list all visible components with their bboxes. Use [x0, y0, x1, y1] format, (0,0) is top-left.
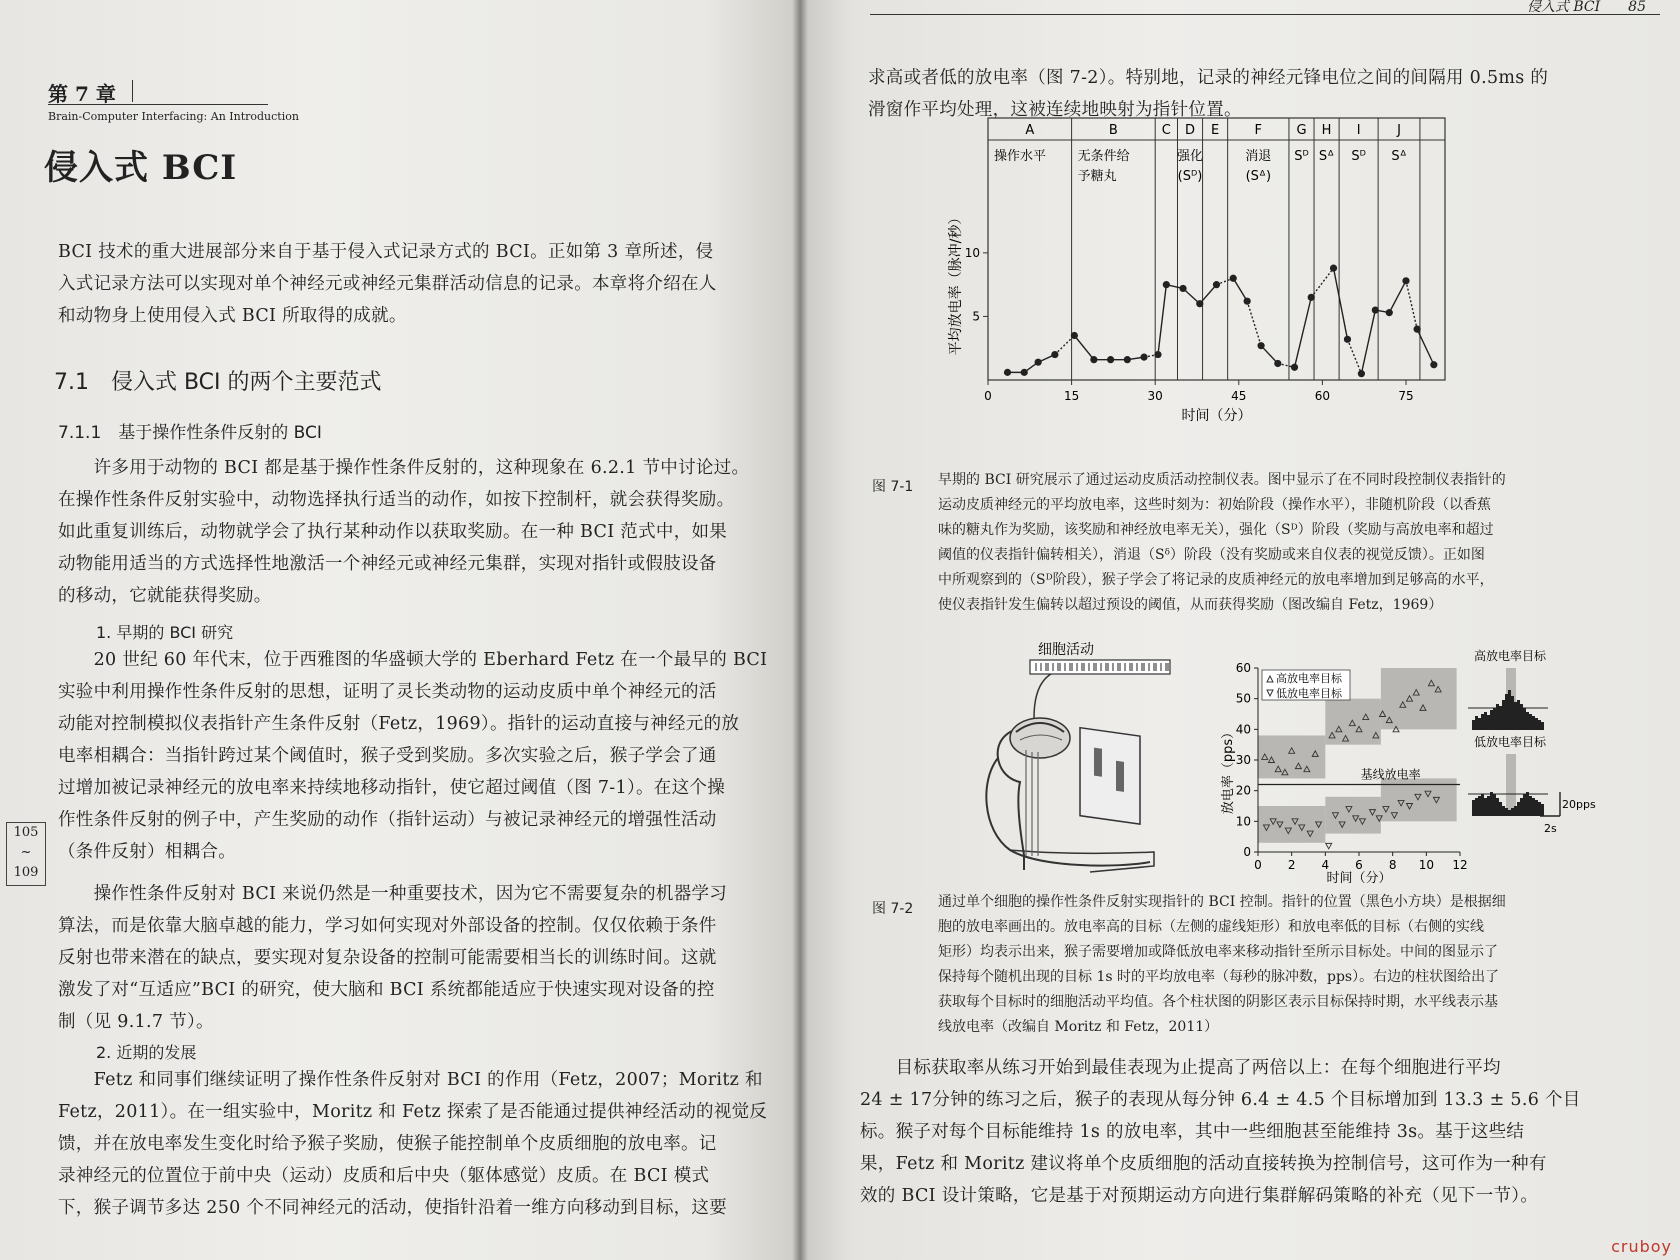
x-axis-label: 时间（分） [1181, 408, 1252, 424]
series-segment [1295, 297, 1312, 367]
data-point [1021, 369, 1028, 376]
data-point [1330, 265, 1337, 272]
legend-low-label: 低放电率目标 [1276, 687, 1342, 700]
x-tick-label: 0 [1254, 858, 1262, 872]
phase-letter: E [1210, 123, 1220, 138]
legend [1262, 670, 1350, 700]
plot-frame [988, 118, 1445, 380]
caption-line: 运动皮质神经元的平均放电率，这些时刻为：初始阶段（操作水平），非随机阶段（以香蕉 [938, 497, 1491, 513]
phase-label: Sᐞ [1318, 149, 1335, 164]
monkey-illustration [986, 666, 1154, 872]
data-point [1274, 360, 1281, 367]
x-tick-label: 2 [1287, 858, 1296, 872]
phase-label: Sᐞ [1391, 149, 1407, 164]
y-tick-label: 0 [1243, 845, 1251, 859]
phase-letter: B [1108, 123, 1118, 138]
x-tick-label: 10 [1418, 858, 1434, 872]
data-point [1402, 277, 1409, 284]
text-line: Fetz，2011）。在一组实验中，Moritz 和 Fetz 探索了是否能通过提供神经活动的视觉反 [58, 1102, 768, 1122]
data-point [1358, 370, 1365, 377]
text-line: 实验中利用操作性条件反射的思想，证明了灵长类动物的运动皮质中单个神经元的活 [58, 682, 717, 702]
phase-label: (Sᐞ) [1245, 169, 1272, 184]
book-gutter [792, 0, 808, 1260]
legend-high-label: 高放电率目标 [1276, 672, 1342, 685]
data-point [1344, 336, 1351, 343]
page-range-end: 109 [13, 865, 39, 880]
data-point [1140, 354, 1147, 361]
phase-label: 予糖丸 [1077, 169, 1117, 184]
data-point [1004, 369, 1011, 376]
text-line: 在操作性条件反射实验中，动物选择执行适当的动作，如按下控制杆，就会获得奖励。 [58, 490, 735, 510]
series-segment [1261, 346, 1278, 364]
text-line: 动物能用适当的方式选择性地激活一个神经元或神经元集群，实现对指针或假肢设备 [58, 554, 717, 574]
hist-high-title: 高放电率目标 [1473, 649, 1547, 663]
x-tick-label: 6 [1355, 858, 1363, 872]
right-page [800, 0, 1680, 1260]
series-segment [1158, 285, 1166, 355]
y-tick-label: 20 [1235, 783, 1251, 798]
y-tick-label: 30 [1235, 753, 1251, 767]
phase-letter: C [1161, 123, 1171, 138]
y-tick-label: 5 [972, 309, 980, 324]
series-segment [1311, 268, 1333, 297]
text-line: 馈，并在放电率发生变化时给予猴子奖励，使猴子能控制单个皮质细胞的放电率。记 [58, 1134, 717, 1154]
chapter-label: 第 7 章 [48, 82, 116, 106]
data-point [1230, 275, 1237, 282]
y-tick-label: 60 [1235, 661, 1251, 675]
data-point [1430, 361, 1437, 368]
data-point [1124, 356, 1131, 363]
figure-7-2 [940, 640, 1596, 890]
phase-label: 无条件给 [1077, 149, 1130, 164]
data-point [1051, 351, 1058, 358]
series-segment [1233, 278, 1247, 301]
text-line: 效的 BCI 设计策略，它是基于对预期运动方向进行集群解码策略的补充（见下一节）。 [860, 1186, 1539, 1206]
y-axis-label: 平均放电率（脉冲/秒） [948, 210, 964, 356]
data-point [1163, 281, 1170, 288]
y-tick-label: 40 [1235, 722, 1251, 737]
text-line: 操作性条件反射对 BCI 来说仍然是一种重要技术，因为它不需要复杂的机器学习 [58, 884, 728, 904]
running-head [870, 0, 1660, 15]
data-point [1257, 342, 1264, 349]
series-segment [1247, 301, 1261, 346]
data-point [1071, 332, 1078, 339]
x-axis-label: 时间（分） [1326, 871, 1392, 886]
series-segment [1406, 281, 1417, 329]
phase-label: 强化 [1177, 149, 1204, 164]
sub2-title: 2. 近期的发展 [96, 1043, 197, 1062]
phase-letter: A [1025, 123, 1035, 138]
y-tick-label: 10 [964, 245, 980, 260]
phase-letter: H [1321, 123, 1332, 138]
text-line: 电率相耦合：当指针跨过某个阈值时，猴子受到奖励。多次实验之后，猴子学会了通 [58, 746, 717, 766]
x-tick-label: 15 [1063, 389, 1080, 403]
text-line: 标。猴子对每个目标能维持 1s 的放电率，其中一些细胞甚至能维持 3s。基于这些结 [860, 1122, 1525, 1142]
top-paragraph [868, 62, 1658, 126]
data-point [1179, 285, 1186, 292]
x-tick-label: 30 [1147, 389, 1163, 403]
x-tick-label: 0 [984, 389, 992, 403]
text-line: Fetz 和同事们继续证明了操作性条件反射对 BCI 的作用（Fetz，2007；Moritz 和 [58, 1070, 763, 1090]
chapter-rule [48, 104, 268, 105]
text-line: 求高或者低的放电率（图 7-2）。特别地，记录的神经元锋电位之间的间隔用 0.5ms 的 [868, 68, 1549, 88]
scale-s-label: 2s [1544, 822, 1557, 835]
series-segment [1347, 339, 1361, 373]
text-line: 入式记录方法可以实现对单个神经元或神经元集群活动信息的记录。本章将介绍在人 [58, 274, 717, 294]
data-point [1035, 359, 1042, 366]
text-line: 动能对控制模拟仪表指针产生条件反射（Fetz，1969）。指针的运动直接与神经元的放 [58, 714, 740, 734]
scale-pps-label: 20pps [1562, 798, 1596, 811]
phase-label: (Sᴰ) [1177, 169, 1203, 184]
data-point [1154, 351, 1161, 358]
phase-letter: D [1185, 123, 1196, 138]
x-tick-label: 75 [1398, 389, 1414, 403]
data-point [1291, 364, 1298, 371]
phase-letter: I [1356, 123, 1361, 138]
hist-low-title: 低放电率目标 [1473, 735, 1547, 749]
caption-line: 味的糖丸作为奖励，该奖励和神经放电率无关），强化（Sᴰ）阶段（奖励与高放电率和超过 [938, 522, 1494, 538]
text-line: 反射也带来潜在的缺点，要实现对复杂设备的控制可能需要相当长的训练时间。这就 [58, 948, 717, 968]
paragraph-3 [58, 878, 778, 1038]
figure-7-1-label: 图 7-1 [872, 479, 914, 495]
text-line: 过增加被记录神经元的放电率来持续地移动指针，使它超过阈值（图 7-1）。在这个操 [58, 778, 725, 798]
text-line: 算法，而是依靠大脑卓越的能力，学习如何实现对外部设备的控制。仅仅依赖于条件 [58, 916, 717, 936]
caption-line: 矩形）均表示出来，猴子需要增加或降低放电率来移动指针至所示目标处。中间的图显示了 [938, 944, 1498, 960]
caption-line: 使仪表指针发生偏转以超过预设的阈值，从而获得奖励（图改编自 Fetz，1969） [938, 597, 1443, 613]
caption-line: 线放电率（改编自 Moritz 和 Fetz，2011） [938, 1019, 1219, 1035]
phase-label: 消退 [1245, 149, 1272, 164]
x-tick-label: 60 [1314, 389, 1331, 403]
hist-high-bars [1472, 690, 1544, 730]
caption-line: 早期的 BCI 研究展示了通过运动皮质活动控制仪表。图中显示了在不同时段控制仪表指针的 [938, 472, 1506, 488]
x-tick-label: 4 [1321, 858, 1330, 872]
series-segment [1389, 281, 1406, 313]
paragraph-1 [58, 452, 778, 612]
text-line: 20 世纪 60 年代末，位于西雅图的华盛顿大学的 Eberhard Fetz 在一个最早的 BCI [58, 650, 768, 670]
phase-letter: G [1296, 123, 1307, 138]
figure-7-1 [930, 118, 1450, 463]
text-line: （条件反射）相耦合。 [58, 842, 236, 862]
text-line: 24 ± 17分钟的练习之后，猴子的表现从每分钟 6.4 ± 4.5 个目标增加到 13.3 ± 5.6 个目 [860, 1090, 1581, 1110]
left-page [0, 0, 800, 1260]
data-point [1414, 326, 1421, 333]
running-head-text: 侵入式 BCI 85 [1526, 0, 1646, 15]
series-segment [1361, 310, 1375, 374]
data-point [1308, 294, 1315, 301]
caption-line: 保持每个随机出现的目标 1s 时的平均放电率（每秒的脉冲数，pps）。右边的柱状图给出了 [938, 969, 1500, 985]
intro-paragraph [58, 236, 758, 332]
target-band [1381, 668, 1457, 729]
page-range-sep: ~ [20, 845, 32, 860]
phase-label: Sᴰ [1351, 149, 1366, 164]
x-tick-label: 45 [1231, 389, 1247, 403]
data-point [1244, 298, 1251, 305]
watermark: cruboy [1611, 1237, 1672, 1256]
section-title: 7.1 侵入式 BCI 的两个主要范式 [54, 370, 382, 395]
caption-line: 胞的放电率画出的。放电率高的目标（左侧的虚线矩形）和放电率低的目标（右侧的实线 [938, 919, 1484, 935]
y-tick-label: 10 [1235, 814, 1251, 829]
data-point [1107, 356, 1114, 363]
data-point [1090, 356, 1097, 363]
page-range-box [6, 822, 46, 886]
phase-label: Sᴰ [1294, 149, 1309, 164]
data-point [1372, 306, 1379, 313]
text-line: 如此重复训练后，动物就学会了执行某种动作以获取奖励。在一种 BCI 范式中，如果 [58, 522, 728, 542]
series-segment [1334, 268, 1348, 339]
phase-letter: J [1397, 123, 1401, 138]
text-line: 许多用于动物的 BCI 都是基于操作性条件反射的，这种现象在 6.2.1 节中讨论过。 [58, 458, 750, 478]
book-subtitle: Brain-Computer Interfacing: An Introduction [48, 110, 299, 123]
text-line: 滑窗作平均处理，这被连续地映射为指针位置。 [868, 100, 1242, 120]
figure-7-1-caption [938, 468, 1668, 618]
series-segment [1074, 336, 1094, 360]
target-band [1258, 735, 1325, 778]
text-line: 的移动，它就能获得奖励。 [58, 586, 272, 606]
caption-line: 阈值的仪表指针偏转相关），消退（Sᵟ）阶段（没有奖励或来自仪表的视觉反馈）。正如图 [938, 547, 1485, 563]
target-band [1258, 806, 1325, 843]
text-line: 录神经元的位置位于前中央（运动）皮质和后中央（躯体感觉）皮质。在 BCI 模式 [58, 1166, 710, 1186]
paragraph-4 [58, 1064, 778, 1224]
page-range-start: 105 [13, 825, 39, 840]
caption-line: 获取每个目标时的细胞活动平均值。各个柱状图的阴影区表示目标保持时期，水平线表示基 [938, 994, 1498, 1010]
chapter-tick [132, 80, 133, 102]
caption-line: 通过单个细胞的操作性条件反射实现指针的 BCI 控制。指针的位置（黑色小方块）是根据细 [938, 894, 1506, 910]
figure-7-2-caption [938, 890, 1668, 1040]
paragraph-2 [58, 644, 778, 868]
data-point [1386, 309, 1393, 316]
low-target-point [1326, 843, 1332, 849]
text-line: 果，Fetz 和 Moritz 建议将单个皮质细胞的活动直接转换为控制信号，这可作为一种有 [860, 1154, 1547, 1174]
data-point [1196, 300, 1203, 307]
cell-activity-label: 细胞活动 [1038, 642, 1094, 658]
subsection-title: 7.1.1 基于操作性条件反射的 BCI [58, 423, 322, 443]
bottom-paragraph [860, 1052, 1660, 1212]
x-tick-label: 12 [1452, 858, 1468, 872]
text-line: 和动物身上使用侵入式 BCI 所取得的成就。 [58, 306, 407, 326]
y-tick-label: 50 [1235, 691, 1251, 706]
phase-letter: F [1254, 123, 1263, 138]
figure-7-2-label: 图 7-2 [872, 901, 914, 917]
y-axis-label: 放电率（pps） [1221, 725, 1236, 815]
chapter-title: 侵入式 BCI [44, 148, 238, 188]
x-tick-label: 8 [1388, 858, 1397, 872]
text-line: 激发了对“互适应”BCI 的研究，使大脑和 BCI 系统都能适应于快速实现对设备的控 [58, 980, 715, 1000]
text-line: 作性条件反射的例子中，产生奖励的动作（指针运动）与被记录神经元的增强性活动 [58, 810, 717, 830]
text-line: BCI 技术的重大进展部分来自于基于侵入式记录方式的 BCI。正如第 3 章所述，侵 [58, 242, 714, 262]
text-line: 下，猴子调节多达 250 个不同神经元的活动，使指针沿着一维方向移动到目标，这要 [58, 1198, 728, 1218]
baseline-label: 基线放电率 [1360, 767, 1421, 782]
sub1-title: 1. 早期的 BCI 研究 [96, 623, 234, 642]
caption-line: 中所观察到的（Sᴰ阶段），猴子学会了将记录的皮质神经元的放电率增加到足够高的水平， [938, 572, 1494, 588]
data-point [1213, 281, 1220, 288]
text-line: 制（见 9.1.7 节）。 [58, 1012, 214, 1032]
phase-label: 操作水平 [994, 149, 1047, 164]
text-line: 目标获取率从练习开始到最佳表现为止提高了两倍以上：在每个细胞进行平均 [860, 1058, 1501, 1078]
